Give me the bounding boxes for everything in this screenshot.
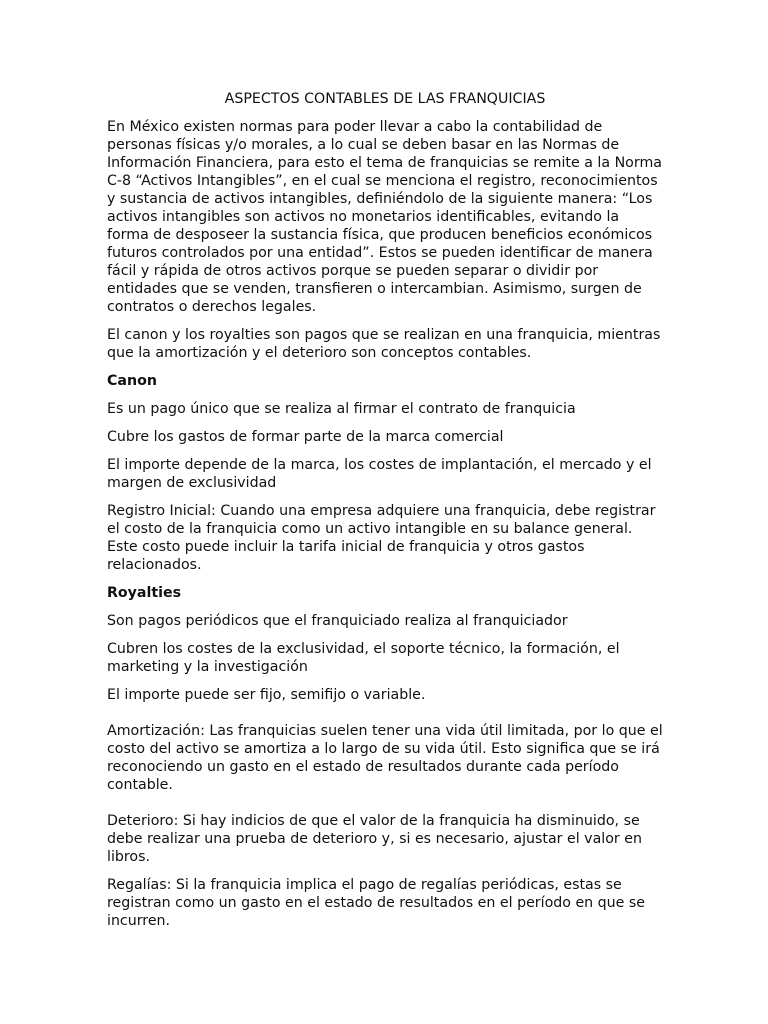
canon-royalties-paragraph: El canon y los royalties son pagos que se realizan en una franquicia, mientras que la amortización y el deterioro son conceptos contables. — [107, 327, 661, 361]
canon-paragraph-3: El importe depende de la marca, los costes de implantación, el mercado y el margen de exclusividad — [107, 457, 652, 491]
royalties-paragraph-2: Cubren los costes de la exclusividad, el soporte técnico, la formación, el marketing y la investigación — [107, 641, 620, 675]
canon-heading: Canon — [107, 373, 157, 389]
document-title: ASPECTOS CONTABLES DE LAS FRANQUICIAS — [224, 91, 546, 107]
amortizacion-paragraph: Amortización: Las franquicias suelen tener una vida útil limitada, por lo que el costo del activo se amortiza a lo largo de su vida útil. Esto significa que se irá reconociendo un gasto en el estado de resultados durante cada período contable. — [107, 723, 663, 793]
regalias-paragraph: Regalías: Si la franquicia implica el pago de regalías periódicas, estas se registran como un gasto en el estado de resultados en el período en que se incurren. — [107, 877, 646, 929]
document-body — [107, 90, 663, 940]
registro-inicial-paragraph: Registro Inicial: Cuando una empresa adquiere una franquicia, debe registrar el costo de la franquicia como un activo intangible en su balance general. Este costo puede incluir la tarifa inicial de franquicia y otros gastos relacionados. — [107, 503, 656, 573]
royalties-paragraph-1: Son pagos periódicos que el franquiciado realiza al franquiciador — [107, 613, 568, 629]
royalties-paragraph-3: El importe puede ser fijo, semifijo o variable. — [107, 687, 426, 703]
canon-paragraph-2: Cubre los gastos de formar parte de la marca comercial — [107, 429, 504, 445]
royalties-heading: Royalties — [107, 585, 182, 601]
deterioro-paragraph: Deterioro: Si hay indicios de que el valor de la franquicia ha disminuido, se debe realizar una prueba de deterioro y, si es necesario, ajustar el valor en libros. — [107, 813, 642, 865]
intro-paragraph: En México existen normas para poder llevar a cabo la contabilidad de personas físicas y/o morales, a lo cual se deben basar en las Normas de Información Financiera, para esto el tema de franquicias se remite a la Norma C-8 “Activos Intangibles”, en el cual se menciona el registro, reconocimientos y sustancia de activos intangibles, definiéndolo de la siguiente manera: “Los activos intangibles son activos no monetarios identificables, evitando la forma de desposeer la sustancia física, que producen beneficios económicos futuros controlados por una entidad”. Estos se pueden identificar de manera fácil y rápida de otros activos porque se pueden separar o dividir por entidades que se venden, transfieren o intercambian. Asimismo, surgen de contratos o derechos legales. — [107, 119, 662, 315]
canon-paragraph-1: Es un pago único que se realiza al firmar el contrato de franquicia — [107, 401, 576, 417]
